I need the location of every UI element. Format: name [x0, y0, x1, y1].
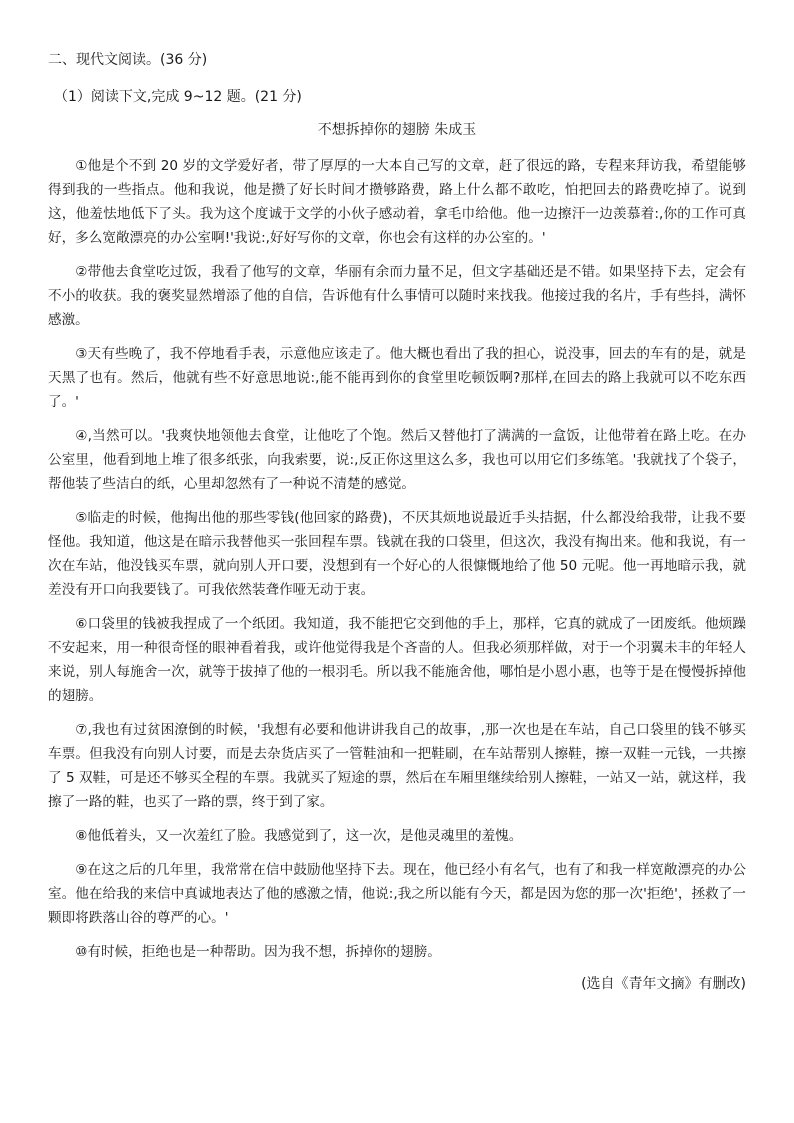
article-paragraph-1: ①他是个不到 20 岁的文学爱好者，带了厚厚的一大本自己写的文章，赶了很远的路，专程来拜访我，希望能够得到我的一些指点。他和我说，他是攒了好长时间才攒够路费，路上什么都不敢吃，怕把回去的路费吃掉了。说到这，他羞怯地低下了头。我为这个度诚于文学的小伙子感动着，拿毛巾给他。他一边擦汗一边羡慕着:,你的工作可真好，多么宽敞漂亮的办公室啊!'我说:,好好写你的文章，你也会有这样的办公室的。' [48, 158, 746, 246]
article-paragraph-8: ⑧他低着头，又一次羞红了脸。我感觉到了，这一次，是他灵魂里的羞愧。 [75, 828, 523, 844]
article-paragraph-2: ②带他去食堂吃过饭，我看了他写的文章，华丽有余而力量不足，但文字基础还是不错。如果坚持下去，定会有不小的收获。我的褒奖显然增添了他的自信，告诉他有什么事情可以随时来找我。他接过我的名片，手有些抖，满怀感激。 [48, 264, 746, 328]
article-source: (选自《青年文摘》有删改) [581, 976, 746, 992]
article-paragraph-3: ③天有些晚了，我不停地看手表，示意他应该走了。他大概也看出了我的担心，说没事，回去的车有的是，就是天黑了也有。然后，他就有些不好意思地说:,能不能再到你的食堂里吃顿饭啊?那样,在回去的路上我就可以不吃东西了。' [48, 346, 746, 410]
article-paragraph-5: ⑤临走的时候，他掏出他的那些零钱(他回家的路费)，不厌其烦地说最近手头拮据，什么都没给我带，让我不要怪他。我知道，他这是在暗示我替他买一张回程车票。钱就在我的口袋里，但这次，我没有掏出来。他和我说，有一次在车站，他没钱买车票，就向别人开口要，没想到有一个好心的人很慷慨地给了他 50 元呢。他一再地暗示我，就差没有开口向我要钱了。可我依然装聋作哑无动于衷。 [48, 510, 746, 598]
article-paragraph-9: ⑨在这之后的几年里，我常常在信中鼓励他坚持下去。现在，他已经小有名气，也有了和我一样宽敞漂亮的办公室。他在给我的来信中真诚地表达了他的感激之情，他说:,我之所以能有今天，都是因为您的那一次'拒绝'，拯救了一颗即将跌落山谷的尊严的心。' [48, 862, 746, 926]
question-sub-heading: （1）阅读下文,完成 9~12 题。(21 分) [54, 89, 302, 105]
article-paragraph-6: ⑥口袋里的钱被我捏成了一个纸团。我知道，我不能把它交到他的手上，那样，它真的就成了一团废纸。他烦躁不安起来，用一种很奇怪的眼神看着我，或许他觉得我是个吝啬的人。但我必须那样做，对于一个羽翼未丰的年轻人来说，别人每施舍一次，就等于拔掉了他的一根羽毛。所以我不能施舍他，哪怕是小恩小惠，也等于是在慢慢拆掉他的翅膀。 [48, 616, 746, 704]
article-paragraph-7: ⑦,我也有过贫困潦倒的时候，'我想有必要和他讲讲我自己的故事，,那一次也是在车站，自己口袋里的钱不够买车票。但我没有向别人讨要，而是去杂货店买了一管鞋油和一把鞋刷，在车站帮别人擦鞋，擦一双鞋一元钱，一共擦了 5 双鞋，可是还不够买全程的车票。我就买了短途的票，然后在车厢里继续给别人擦鞋，一站又一站，就这样，我擦了一路的鞋，也买了一路的票，终于到了家。 [48, 722, 746, 810]
article-title: 不想拆掉你的翅膀 朱成玉 [317, 122, 477, 138]
section-heading: 二、现代文阅读。(36 分) [48, 52, 208, 68]
article-paragraph-10: ⑩有时候，拒绝也是一种帮助。因为我不想，拆掉你的翅膀。 [75, 944, 441, 960]
article-paragraph-4: ④,当然可以。'我爽快地领他去食堂，让他吃了个饱。然后又替他打了满满的一盒饭，让他带着在路上吃。在办公室里，他看到地上堆了很多纸张，向我索要，说:,反正你这里这么多，我也可以用它们多练笔。'我就找了个袋子，帮他装了些洁白的纸，心里却忽然有了一种说不清楚的感觉。 [48, 428, 746, 492]
